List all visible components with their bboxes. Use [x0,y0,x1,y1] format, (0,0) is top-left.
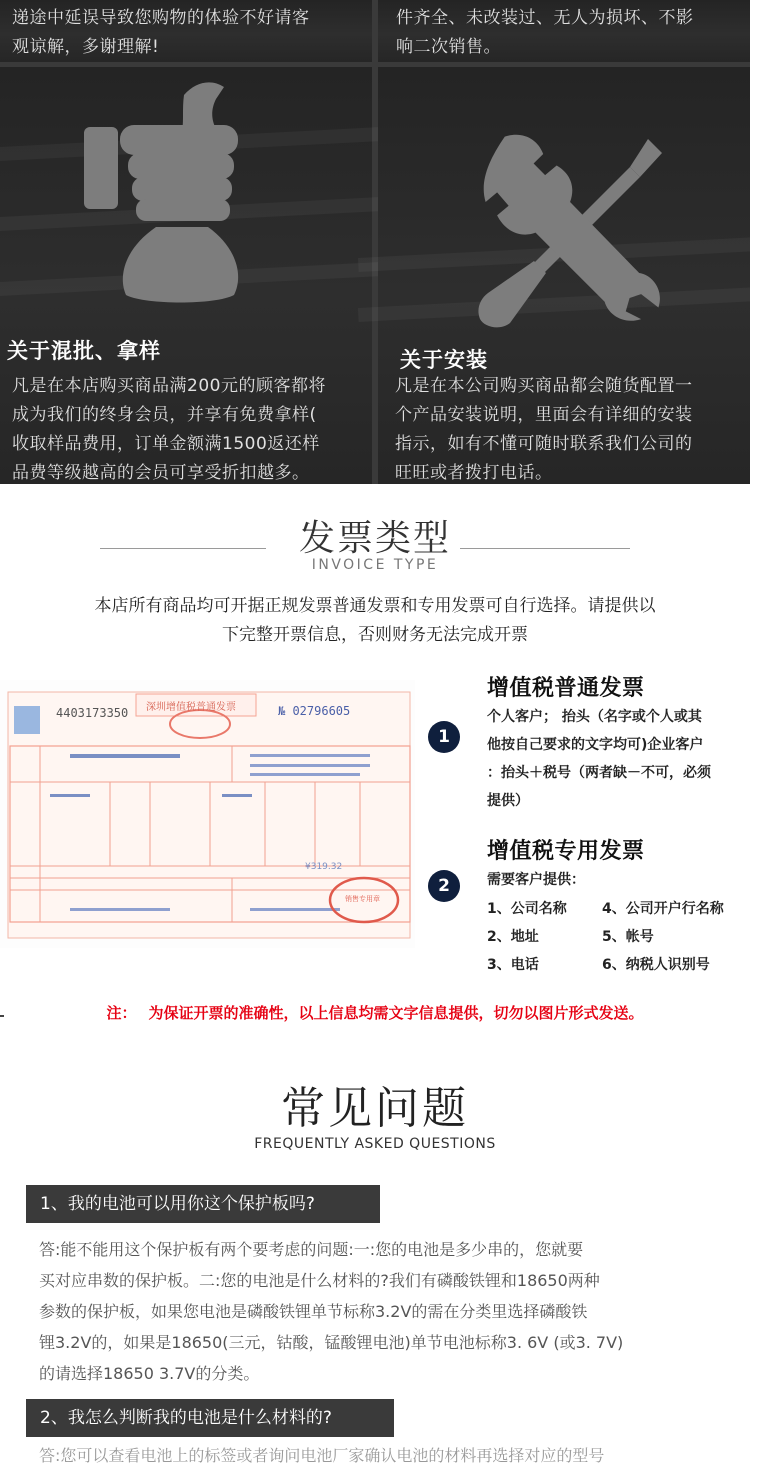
invoice-sample-image [0,680,415,948]
invoice-section-subtitle: INVOICE TYPE [311,557,439,573]
invoice-type-2-lead: 需要客户提供： [487,872,585,888]
install-title: 关于安装 [400,348,488,372]
invoice-section-title: 发票类型 [298,518,451,559]
money-bag-hand-icon [84,77,274,302]
invoice-note-label: 注： [106,1004,137,1022]
sample-title: 关于混批、拿样 [7,339,161,363]
panel-top-left [0,0,372,62]
invoice-sample-stamp: 销售专用章 [345,895,380,903]
invoice-sample-header: 深圳增值税普通发票 [146,702,236,713]
wrench-screwdriver-icon [470,133,670,333]
service-panels [0,0,750,484]
faq-subtitle: FREQUENTLY ASKED QUESTIONS [254,1136,496,1152]
invoice-type-2-title: 增值税专用发票 [487,839,645,864]
invoice-sample-code: 4403173350 [56,706,129,720]
faq-answer-1: 答:能不能用这个保护板有两个要考虑的问题:一:您的电池是多少串的，您就要 买对应串数的保护板。二:您的电池是什么材料的?我们有磷酸铁锂和18650两种 参数的保护板，如果您电池是磷酸铁锂单节标称3.2V的需在分类里选择磷酸铁 锂3.2V的，如果是18650(三元，钴酸，锰酸锂电池)单节电池标称3. 6V (或3. 7V) 的请选择18650 3.7V的分类。 [39,1240,624,1383]
panel-top-right [378,0,750,62]
invoice-note-text: 为保证开票的准确性，以上信息均需文字信息提供，切勿以图片形式发送。 [148,1004,644,1022]
required-account: 5、帐号 [602,929,654,945]
invoice-note [0,1002,750,1023]
invoice-sample-no: № 02796605 [278,704,351,718]
required-tax-id: 6、纳税人识别号 [602,957,710,973]
faq-question-1[interactable]: 1、我的电池可以用你这个保护板吗? [26,1185,380,1223]
return-condition-text: 件齐全、未改装过、无人为损坏、不影 响二次销售。 [396,8,694,57]
install-description: 凡是在本公司购买商品都会随货配置一 个产品安装说明，里面会有详细的安装 指示，如有不懂可随时联系我们公司的 旺旺或者拨打电话。 [395,376,693,483]
required-phone: 3、电话 [487,957,539,973]
required-bank-name: 4、公司开户行名称 [602,901,724,917]
panel-install [378,67,750,484]
faq-title: 常见问题 [281,1083,469,1134]
invoice-sample-amount: ¥319.32 [305,862,343,872]
sample-description: 凡是在本店购买商品满200元的顾客都将 成为我们的终身会员，并享有免费拿样( 收取样品费用，订单金额满1500返还样 品费等级越高的会员可享受折扣越多。 [12,376,326,483]
invoice-type-1-title: 增值税普通发票 [487,676,645,701]
required-company-name: 1、公司名称 [487,901,567,917]
required-address: 2、地址 [487,929,539,945]
shipping-delay-text: 递途中延误导致您购物的体验不好请客 观谅解，多谢理解! [12,8,310,57]
invoice-type-2-badge: 2 [428,870,460,902]
faq-answer-2: 答:您可以查看电池上的标签或者询问电池厂家确认电池的材料再选择对应的型号 [39,1446,605,1465]
invoice-type-1-details: 个人客户； 抬头（名字或个人或其 他按自己要求的文字均可)企业客户 ：抬头＋税号（两者缺－不可，必须 提供） [487,709,711,809]
panel-sample [0,67,372,484]
invoice-type-1-badge: 1 [428,721,460,753]
invoice-intro: 本店所有商品均可开据正规发票普通发票和专用发票可自行选择。请提供以 下完整开票信息，否则财务无法完成开票 [94,596,656,645]
faq-question-2[interactable]: 2、我怎么判断我的电池是什么材料的? [26,1399,394,1437]
